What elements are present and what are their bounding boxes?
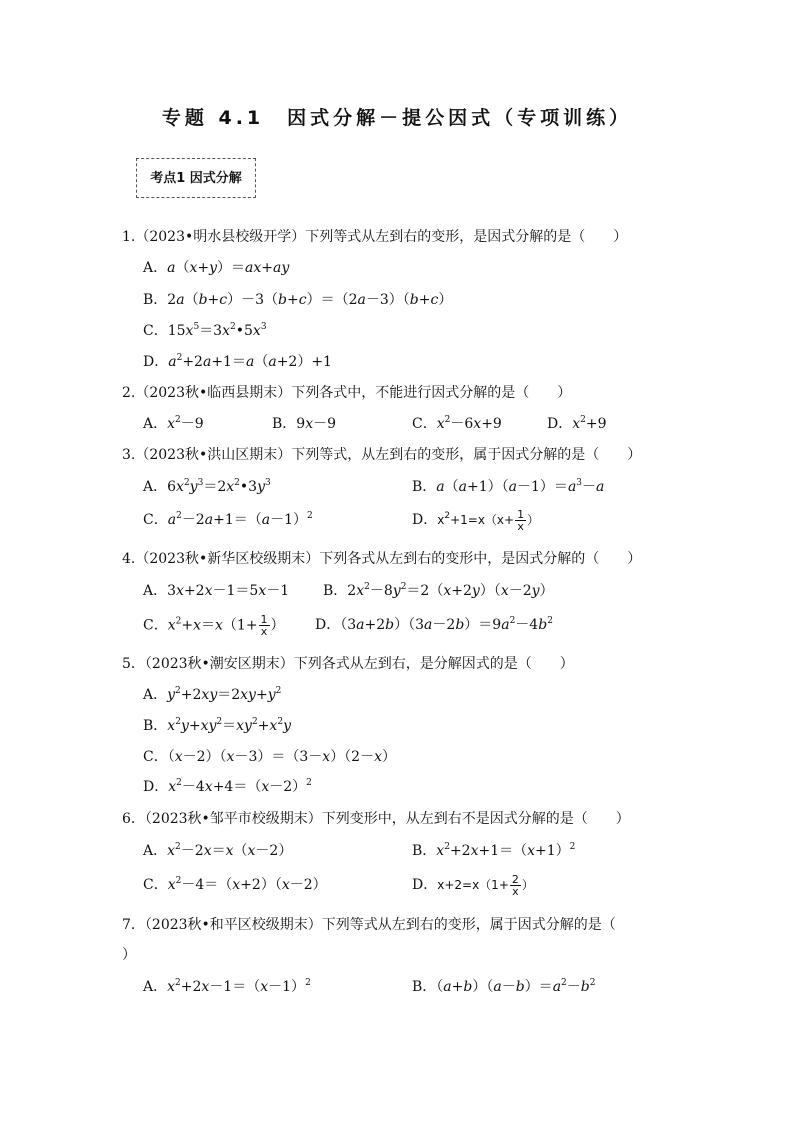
question-2-stem: 2.（2023秋•临西县期末）下列各式中，不能进行因式分解的是（ ） <box>122 385 572 401</box>
q3-choice-a: A．$6x^2y^3=2x^2•3y^3$ <box>143 478 271 495</box>
question-3-stem: 3.（2023秋•洪山区期末）下列等式，从左到右的变形，属于因式分解的是（ ） <box>122 447 642 463</box>
question-7-stem-wrap: ） <box>122 947 136 963</box>
q4-choice-b: B．$2x^2-8y^2=2(x+2y)(x-2y)$ <box>323 582 554 599</box>
q5-choice-b: B．$x^2y+xy^2=xy^2+x^2y$ <box>143 717 291 734</box>
question-6-stem: 6．（2023秋•邹平市校级期末）下列变形中，从左到右不是因式分解的是（ ） <box>122 811 630 827</box>
q6-choice-b: B．$x^2+2x+1=(x+1)^2$ <box>412 842 576 859</box>
q2-choice-d: D．$x^2+9$ <box>547 415 607 432</box>
q1-choice-d: D．$a^2+2a+1=a(a+2)+1$ <box>143 353 332 370</box>
q2-choice-a: A．$x^2-9$ <box>143 415 204 432</box>
q3-choice-d: D．$x^2+1=x(x+$ $\frac{1}{x}$ ） <box>412 508 540 533</box>
q6-choice-a: A．$x^2-2x=x(x-2)$ <box>143 842 293 859</box>
q4-choice-a: A．3x+2x－1＝5x－1 <box>143 583 290 599</box>
q3-choice-b: B．$a(a+1)(a-1)=a^3-a$ <box>412 478 605 495</box>
q5-choice-d: D．$x^2-4x+4=(x-2)^2$ <box>143 778 312 795</box>
q4-choice-c: C．$x^2+x=x(1+$ $\frac{1}{x}$ ） <box>143 613 285 638</box>
question-4-stem: 4.（2023秋•新华区校级期末）下列各式从左到右的变形中，是因式分解的（ ） <box>122 551 642 567</box>
q1-choice-b: B．2a（b+c）－3（b+c）＝（2a－3）（b+c） <box>143 292 453 308</box>
q7-choice-a: A．$x^2+2x-1=(x-1)^2$ <box>143 978 311 995</box>
question-5-stem: 5．（2023秋•潮安区期末）下列各式从左到右，是分解因式的是（ ） <box>122 656 574 672</box>
q6-choice-d: D．x+2=x（1+ $\frac{2}{x}$ ） <box>412 873 534 898</box>
q6-choice-c: C．$x^2-4=(x+2)(x-2)$ <box>143 876 327 893</box>
q2-choice-c: C．$x^2-6x+9$ <box>412 415 502 432</box>
q7-choice-b: B．$(a+b)(a-b)=a^2-b^2$ <box>412 978 596 995</box>
question-7-stem: 7．（2023秋•和平区校级期末）下列等式从左到右的变形，属于因式分解的是（ <box>122 917 644 933</box>
question-1-stem: 1.（2023•明水县校级开学）下列等式从左到右的变形，是因式分解的是（ ） <box>122 229 628 245</box>
q1-choice-c: C．$15x^5=3x^2•5x^3$ <box>143 322 267 339</box>
q1-choice-a: A．a（x+y）＝ax+ay <box>143 260 290 276</box>
q2-choice-b: B．9x－9 <box>272 416 337 432</box>
q3-choice-c: C．$a^2-2a+1=(a-1)^2$ <box>143 511 313 528</box>
page-title: 专题 4.1 因式分解－提公因式（专项训练） <box>161 107 633 129</box>
q5-choice-a: A．$y^2+2xy=2xy+y^2$ <box>143 686 282 703</box>
q5-choice-c: C．（x－2）（x－3）＝（3－x）（2－x） <box>143 749 397 765</box>
q4-choice-d: D．$(3a+2b)(3a-2b)=9a^2-4b^2$ <box>315 616 553 633</box>
section-label: 考点1 因式分解 <box>136 158 256 198</box>
